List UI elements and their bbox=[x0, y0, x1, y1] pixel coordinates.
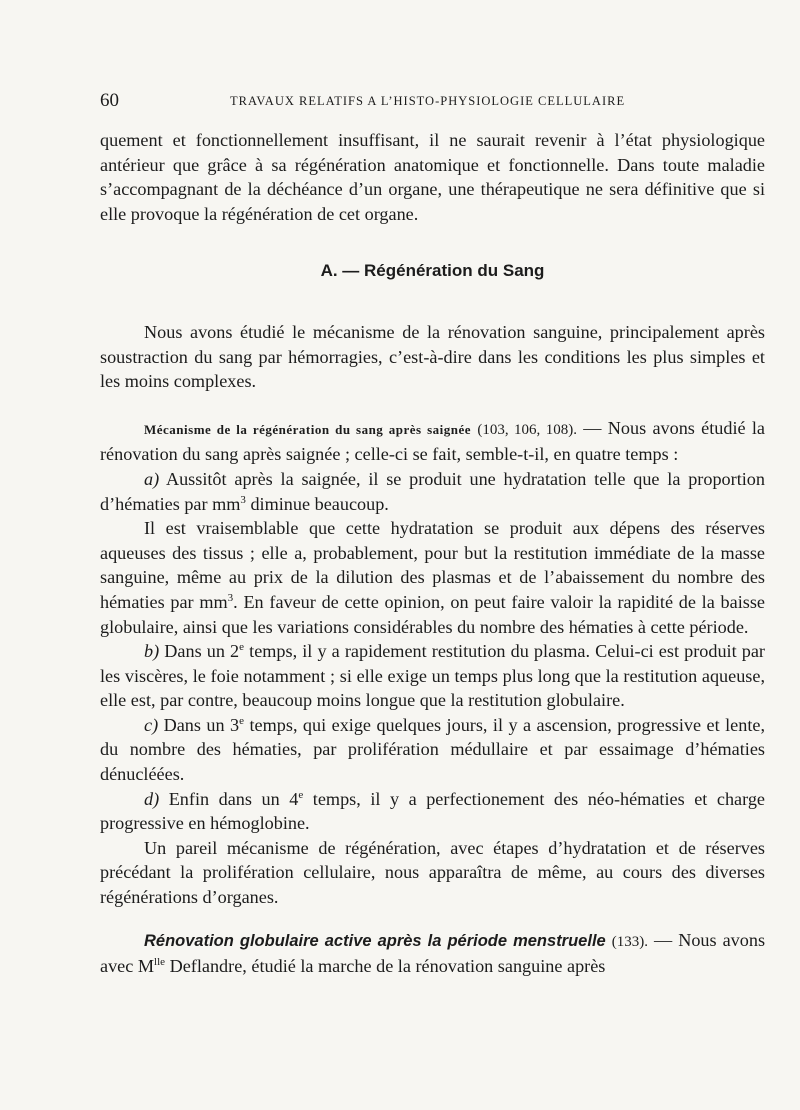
mechanism-title: Mécanisme de la régénération du sang après saignée bbox=[144, 421, 472, 437]
item-c-text: temps, qui exige quelques jours, il y a ascension, progressive et lente, du nombre des hématies, par prolifération médullaire et par essaimage d’hématies dénucléées. bbox=[100, 714, 765, 785]
item-d-sup: e bbox=[298, 788, 304, 801]
section-title: A. — Régénération du Sang bbox=[320, 261, 545, 281]
item-d-text-start: Enfin dans un 4 bbox=[159, 788, 299, 809]
mechanism-dash: — bbox=[577, 417, 608, 438]
item-a-text: Aussitôt après la saignée, il se produit une hydratation telle que la proportion d’hématies par mm bbox=[100, 468, 765, 514]
running-head: TRAVAUX RELATIFS A L’HISTO-PHYSIOLOGIE CELLULAIRE bbox=[230, 94, 626, 108]
item-c-sup: e bbox=[239, 714, 245, 727]
renovation-dash: — bbox=[647, 929, 679, 950]
item-b-text: temps, il y a rapidement restitution du plasma. Celui-ci est produit par les viscères, le foie notamment ; si elle exige un temps plus long que la restitution aqueuse, elle est, par contre, beaucoup moins longue que la restitution globulaire. bbox=[100, 641, 765, 711]
item-c-text-start: Dans un 3 bbox=[158, 714, 240, 735]
page-number: 60 bbox=[100, 90, 119, 111]
paragraph-conclusion: Un pareil mécanisme de régénération, avec étapes d’hydratation et de réserves précédant la prolifération cellulaire, nous apparaîtra de même, au cours des diverses régénérations d’organes. bbox=[100, 837, 765, 908]
mechanism-text: Nous avons étudié la rénovation du sang après saignée ; celle-ci se fait, semble-t-il, en quatre temps : bbox=[100, 417, 766, 465]
page-header bbox=[100, 90, 765, 116]
paragraph-renovation bbox=[100, 928, 765, 979]
renovation-refs: (133). bbox=[611, 933, 648, 950]
hydration-text: Il est vraisemblable que cette hydratation se produit aux dépens des réserves aqueuses des tissus ; elle a, probablement, pour but la restitution immédiate de la masse sanguine, même au prix de la dilution des plasmas et de l’abaissement du nombre des hématies par mm bbox=[100, 518, 765, 612]
item-d-text: temps, il y a perfectionement des néo-hématies et charge progressive en hémoglobine. bbox=[100, 788, 765, 834]
item-d bbox=[100, 787, 765, 836]
paragraph-hydration bbox=[100, 516, 765, 639]
item-a-sup: 3 bbox=[240, 493, 246, 506]
paragraph-intro: quement et fonctionnellement insuffisant, il ne saurait revenir à l’état physiologique antérieur que grâce à sa régénération anatomique et fonctionnelle. Dans toute maladie s’accompagnant de la déchéance d’un organe, une thérapeutique ne sera définitive que si elle provoque la régénération de cet organe. bbox=[100, 130, 765, 224]
paragraph-mechanism bbox=[100, 416, 765, 467]
renovation-sup: lle bbox=[154, 956, 166, 969]
paragraph-section: Nous avons étudié le mécanisme de la rénovation sanguine, principalement après soustraction du sang par hémorragies, c’est-à-dire dans les conditions les plus simples et les moins complexes. bbox=[100, 321, 765, 392]
item-a bbox=[100, 467, 765, 516]
item-d-letter: d) bbox=[144, 788, 160, 809]
renovation-text: Deflandre, étudié la marche de la rénovation sanguine après bbox=[165, 956, 606, 977]
item-b-sup: e bbox=[239, 641, 245, 654]
item-b-text-start: Dans un 2 bbox=[159, 641, 240, 662]
item-a-text-end: diminue beaucoup. bbox=[245, 493, 389, 514]
hydration-sup: 3 bbox=[227, 591, 234, 604]
renovation-title: Rénovation globulaire active après la période menstruelle bbox=[144, 931, 606, 950]
item-c-letter: c) bbox=[144, 714, 159, 735]
mechanism-refs: (103, 106, 108). bbox=[477, 421, 578, 438]
body-text bbox=[100, 128, 765, 979]
item-b bbox=[100, 639, 765, 713]
item-b-letter: b) bbox=[144, 641, 160, 662]
hydration-text-end: . En faveur de cette opinion, on peut faire valoir la rapidité de la baisse globulaire, ainsi que les variations considérables du nombre des hématies à cette période. bbox=[100, 591, 765, 637]
item-a-letter: a) bbox=[144, 468, 160, 489]
renovation-text-start: Nous avons avec M bbox=[100, 929, 766, 977]
item-c bbox=[100, 713, 765, 787]
